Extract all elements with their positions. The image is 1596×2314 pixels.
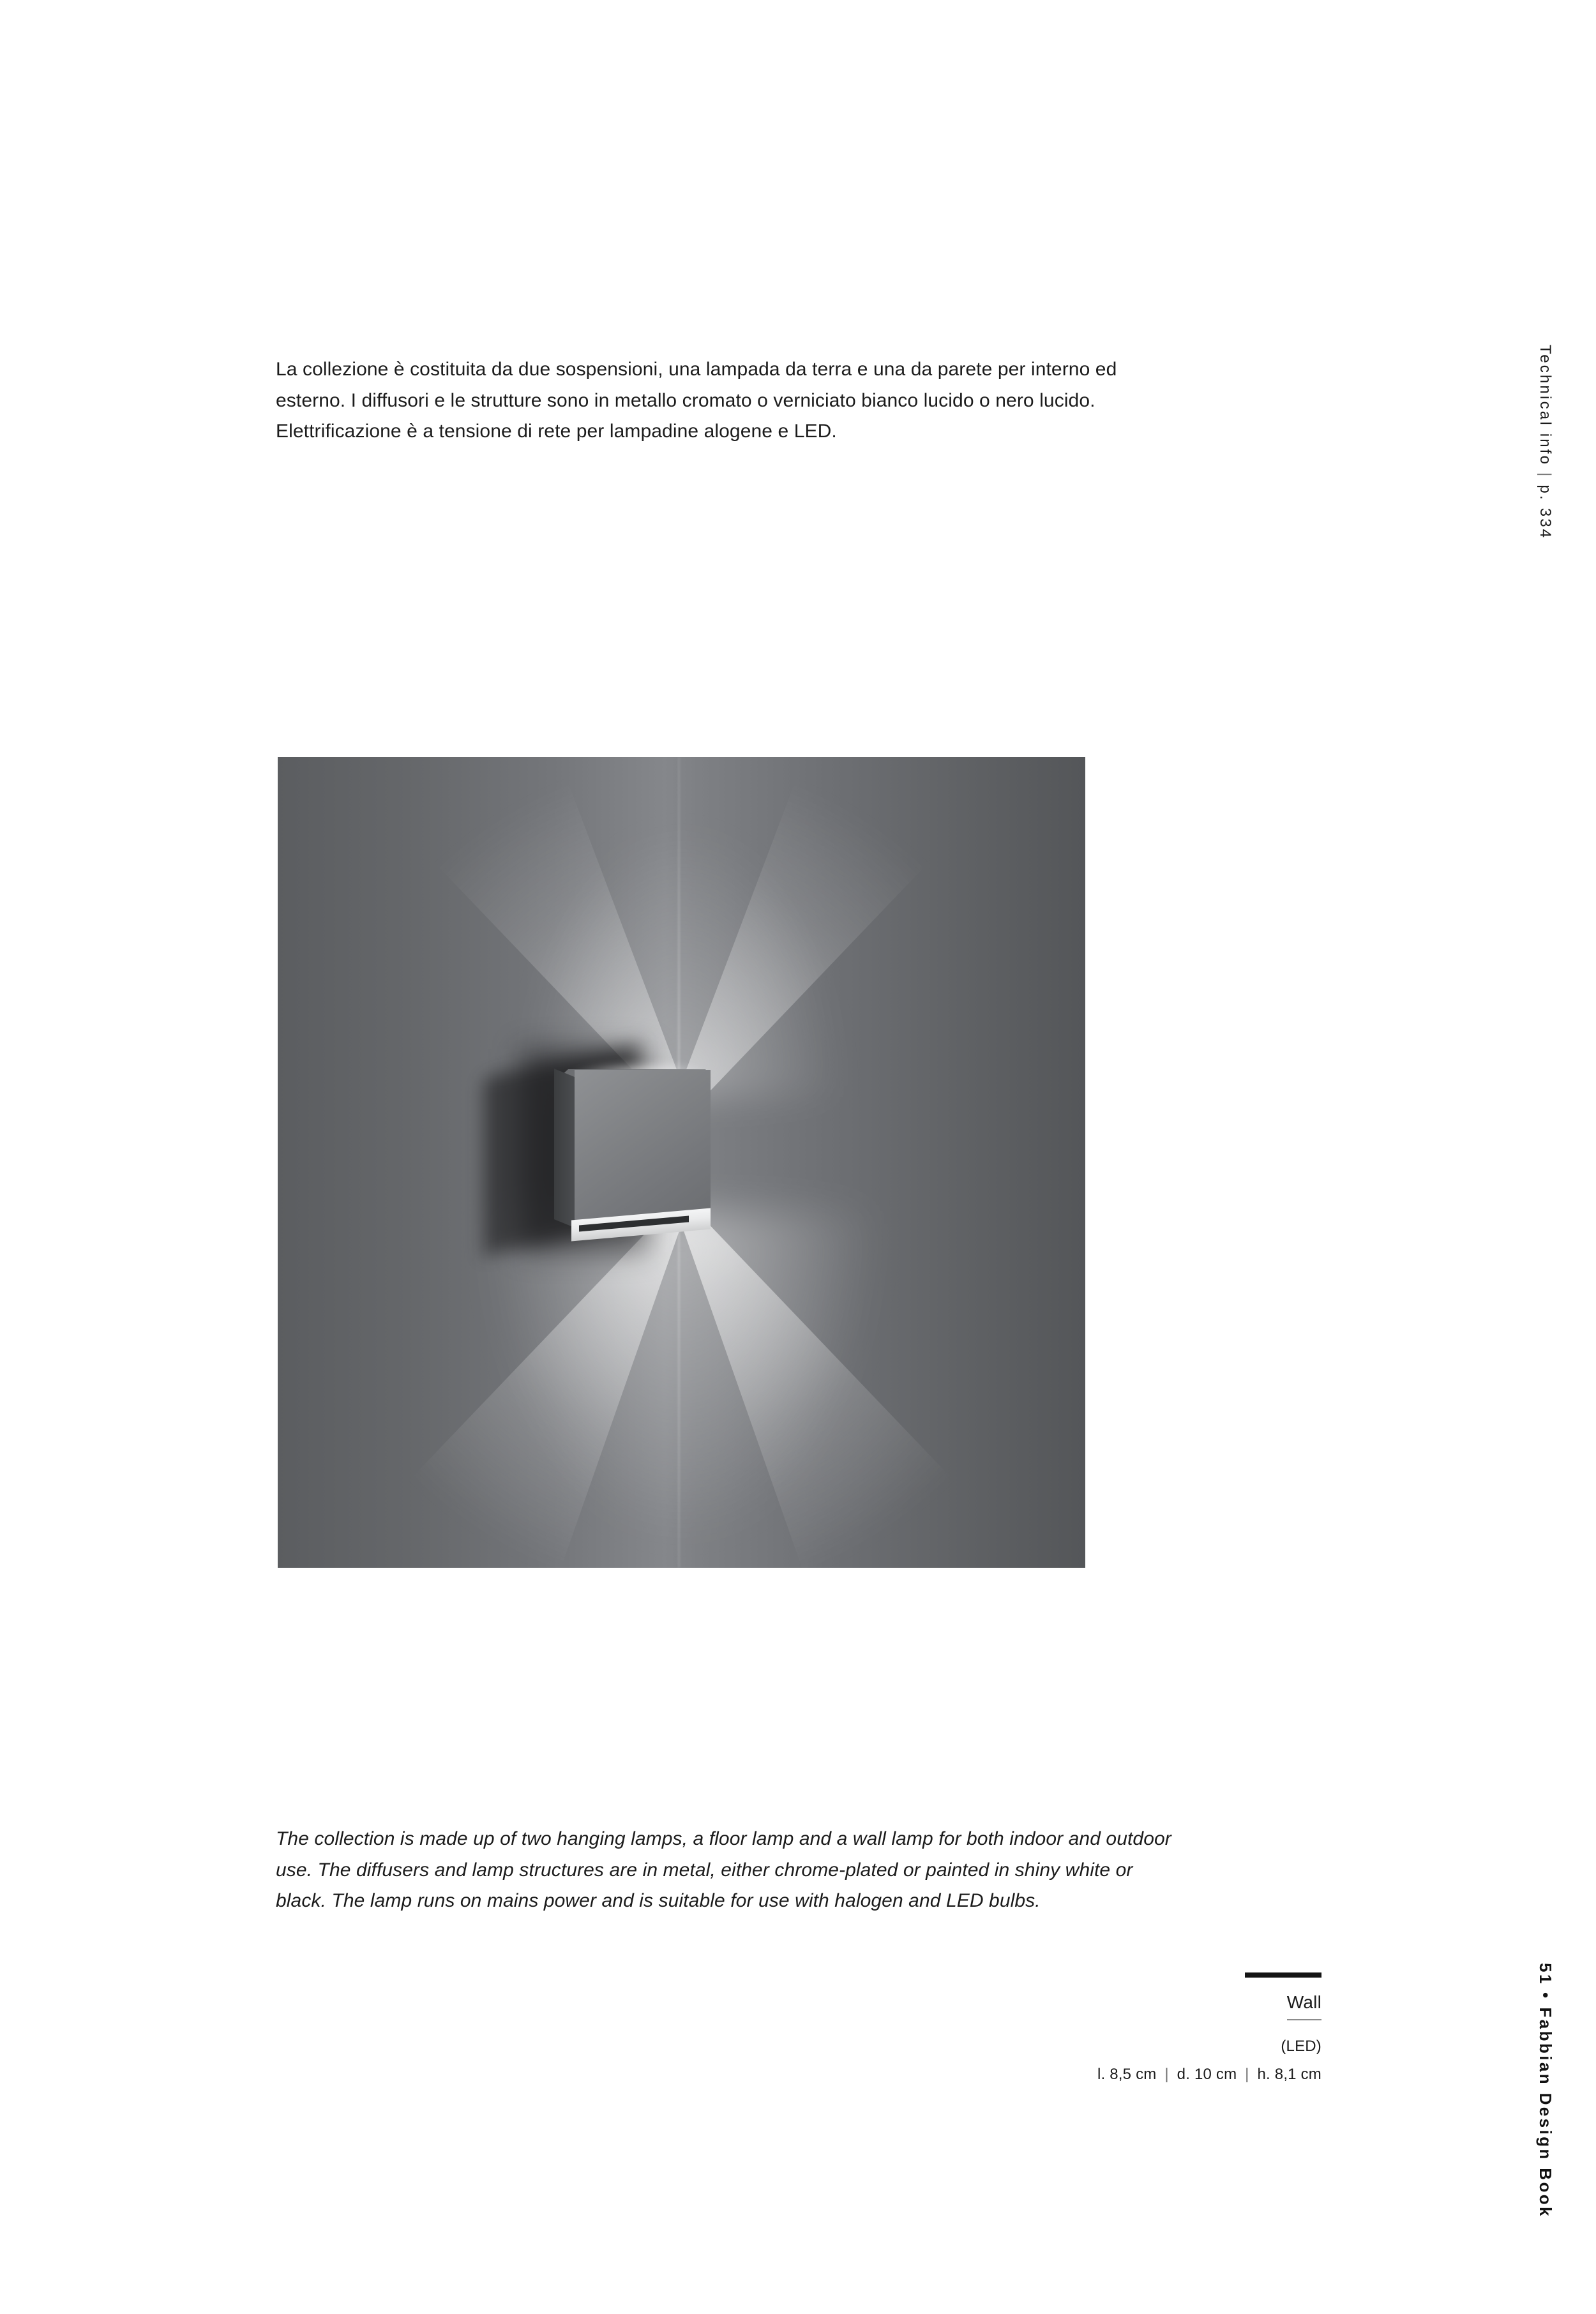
spec-divider: [1287, 2019, 1321, 2020]
spec-lamp-source: (LED): [1281, 2038, 1321, 2055]
product-photo: [278, 757, 1085, 1568]
spec-type-label: Wall: [1286, 1992, 1321, 2012]
spec-dim-height: h. 8,1 cm: [1257, 2066, 1321, 2083]
light-glow-bottom: [488, 1211, 875, 1535]
side-technical-info-text: Technical info: [1537, 345, 1554, 467]
bullet-separator: •: [1536, 1992, 1555, 2001]
wall-lamp-cube: [554, 1070, 711, 1234]
spec-top-rule: [1245, 1972, 1321, 1978]
side-label-technical-info: [1536, 345, 1554, 539]
side-label-book-footer: [1535, 1963, 1555, 2218]
lamp-cube-side-face: [554, 1069, 576, 1228]
spec-dim-length: l. 8,5 cm: [1097, 2066, 1157, 2083]
spec-sep-2: |: [1245, 2066, 1249, 2083]
product-spec-block: [990, 1972, 1321, 2084]
spec-sep-1: |: [1164, 2066, 1169, 2083]
intro-paragraph-english: The collection is made up of two hanging lamps, a floor lamp and a wall lamp for both indoor and outdoor use. The diffusers and lamp structures are in metal, either chrome-plated or painted in shiny white or black. The lamp runs on mains power and is suitable for use with halogen and LED bulbs.: [276, 1828, 1171, 1912]
intro-paragraph-italian: La collezione è costituita da due sospensioni, una lampada da terra e una da parete per interno ed esterno. I diffusori e le strutture sono in metallo cromato o verniciato bianco lucido o nero lucido. Elettrificazione è a tensione di rete per lampadine alogene e LED.: [276, 359, 1117, 442]
spec-dimensions: [990, 2066, 1321, 2084]
lamp-cube-front-face: [575, 1070, 711, 1222]
side-page-reference: p. 334: [1537, 485, 1554, 540]
side-separator: |: [1537, 472, 1554, 479]
spec-dim-depth: d. 10 cm: [1177, 2066, 1237, 2083]
book-title: Fabbian Design Book: [1536, 2007, 1555, 2218]
page-number: 51: [1536, 1963, 1555, 1986]
